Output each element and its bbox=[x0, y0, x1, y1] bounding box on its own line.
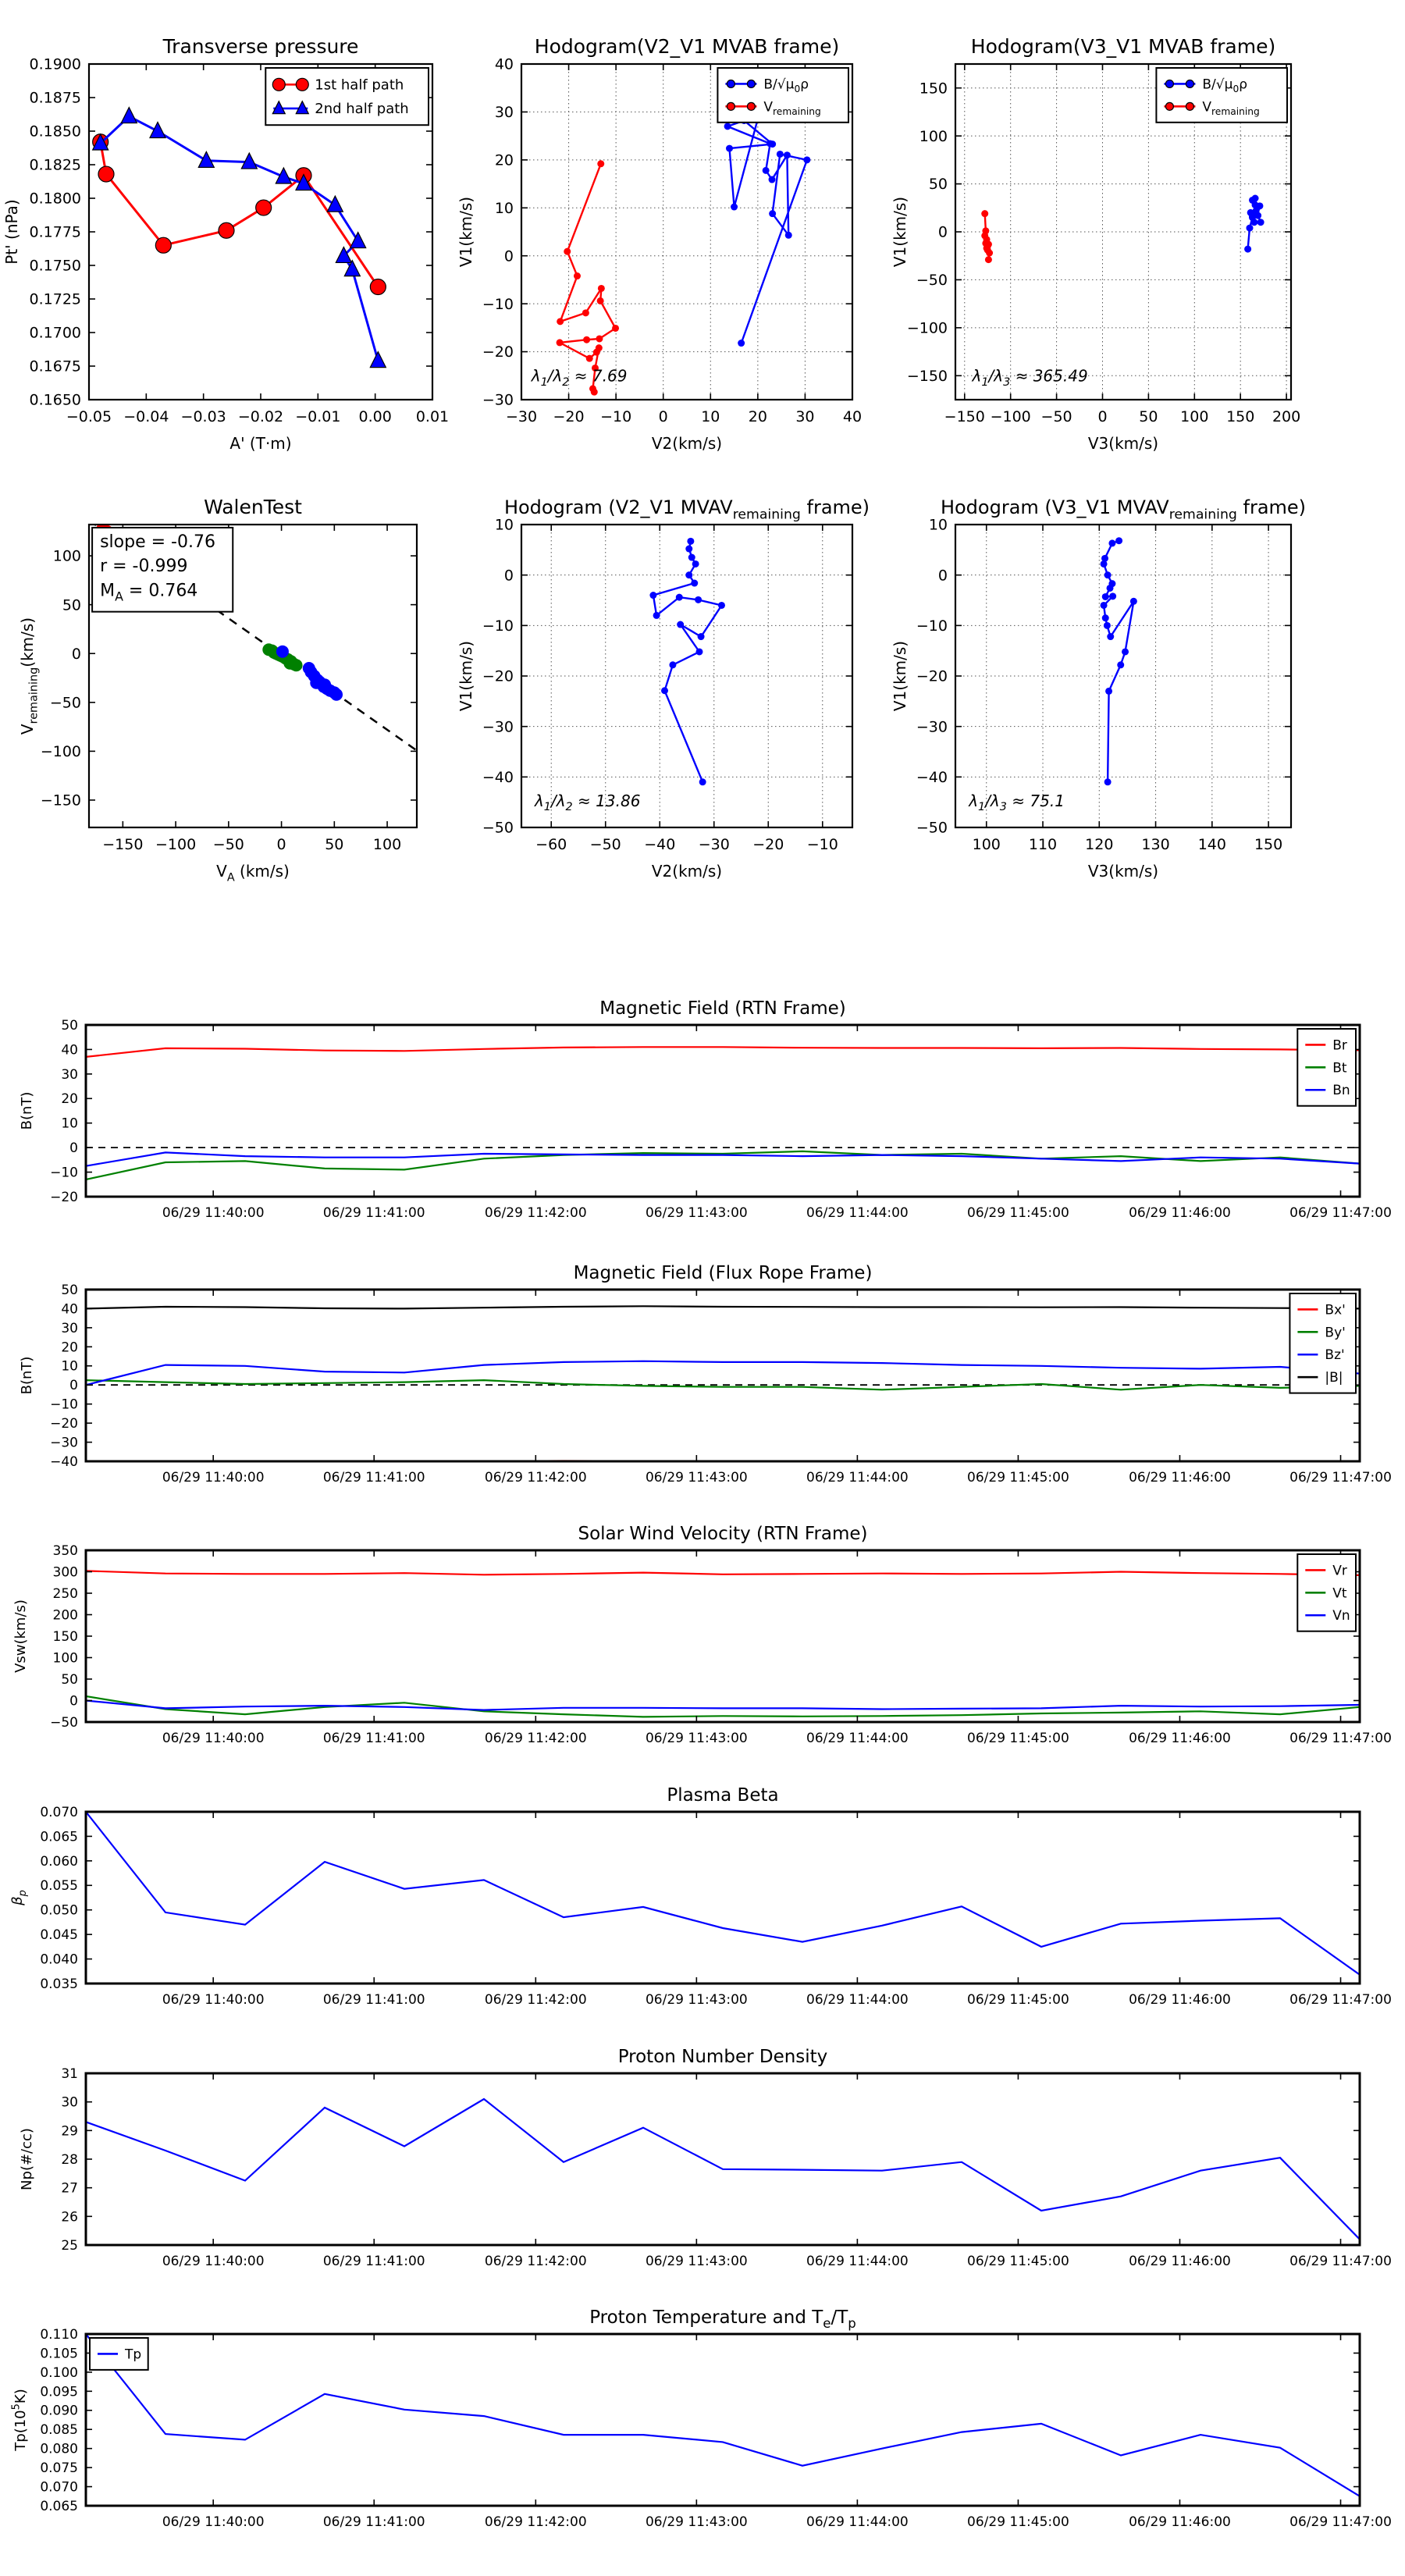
x-tick-label: 110 bbox=[1028, 836, 1058, 853]
x-tick-label: 06/29 11:43:00 bbox=[645, 1205, 748, 1221]
panel-hodogram-v3v1-mvab bbox=[891, 35, 1300, 453]
x-tick-label: 0 bbox=[658, 408, 668, 425]
legend-label: 1st half path bbox=[315, 76, 404, 94]
x-tick-label: 06/29 11:41:00 bbox=[322, 2254, 425, 2269]
y-tick-label: −40 bbox=[50, 1453, 78, 1470]
y-tick-label: −50 bbox=[49, 694, 81, 712]
y-tick-label: 0.110 bbox=[40, 2326, 78, 2343]
y-tick-label: 0 bbox=[69, 1140, 78, 1157]
x-tick-label: 06/29 11:42:00 bbox=[484, 2254, 587, 2269]
y-tick-label: −10 bbox=[482, 617, 514, 635]
x-tick-label: −30 bbox=[698, 836, 730, 853]
annotation: $\lambda_1/\lambda_2 \approx 7.69$ bbox=[531, 366, 628, 389]
x-tick-label: 06/29 11:44:00 bbox=[806, 1470, 909, 1485]
x-tick-label: 06/29 11:40:00 bbox=[162, 1205, 265, 1221]
y-tick-label: −40 bbox=[482, 768, 514, 786]
y-tick-label: −40 bbox=[916, 768, 948, 786]
x-tick-label: −50 bbox=[212, 836, 244, 853]
x-tick-label: 06/29 11:42:00 bbox=[484, 1731, 587, 1746]
legend-label: $B/√\mu_0\rho$ bbox=[763, 76, 809, 94]
x-tick-label: 10 bbox=[701, 408, 720, 425]
legend-label: 2nd half path bbox=[315, 101, 409, 118]
x-tick-label: −0.05 bbox=[66, 408, 112, 425]
y-tick-label: 0 bbox=[937, 223, 948, 241]
chart-title: Magnetic Field (RTN Frame) bbox=[599, 998, 846, 1019]
x-tick-label: 06/29 11:41:00 bbox=[322, 1731, 425, 1746]
x-tick-label: 06/29 11:46:00 bbox=[1129, 1205, 1231, 1221]
x-tick-label: 06/29 11:42:00 bbox=[484, 1470, 587, 1485]
y-tick-label: 100 bbox=[52, 547, 81, 565]
y-tick-label: −10 bbox=[50, 1397, 78, 1413]
y-tick-label: 0.1700 bbox=[29, 324, 81, 342]
x-tick-label: 06/29 11:46:00 bbox=[1129, 1992, 1231, 2008]
x-tick-label: 06/29 11:44:00 bbox=[806, 1205, 909, 1221]
panel-proton-temperature bbox=[10, 2307, 1391, 2530]
y-tick-label: 0.065 bbox=[40, 1829, 78, 1845]
panel-hodogram-v2v1-mvab bbox=[457, 35, 862, 453]
y-tick-label: 0.1800 bbox=[29, 190, 81, 208]
y-tick-label: 31 bbox=[61, 2065, 78, 2082]
y-tick-label: 0.070 bbox=[40, 2479, 78, 2496]
x-tick-label: 06/29 11:46:00 bbox=[1129, 1470, 1231, 1485]
y-tick-label: −30 bbox=[916, 718, 948, 736]
y-tick-label: 10 bbox=[61, 1358, 78, 1375]
chart-title: WalenTest bbox=[204, 496, 302, 518]
legend-label: Tp bbox=[125, 2347, 142, 2363]
legend-label: Br bbox=[1332, 1037, 1347, 1054]
x-tick-label: 06/29 11:46:00 bbox=[1129, 1731, 1231, 1746]
annotation: $\lambda_1/\lambda_2 \approx 13.86$ bbox=[534, 791, 641, 814]
y-tick-label: 0.1675 bbox=[29, 358, 81, 375]
chart-title: Solar Wind Velocity (RTN Frame) bbox=[578, 1524, 868, 1544]
panel-solar-wind-velocity-rtn bbox=[12, 1524, 1392, 1746]
legend-label: Bt bbox=[1332, 1060, 1347, 1076]
y-tick-label: 0.1725 bbox=[29, 290, 81, 308]
x-tick-label: 06/29 11:45:00 bbox=[967, 1205, 1069, 1221]
panel-transverse-pressure bbox=[2, 35, 449, 453]
x-tick-label: 30 bbox=[795, 408, 815, 425]
panel-magnetic-field-rtn bbox=[19, 998, 1392, 1221]
plot-area bbox=[86, 1812, 1360, 1984]
y-tick-label: 0.1825 bbox=[29, 156, 81, 174]
y-tick-label: −150 bbox=[906, 367, 948, 385]
y-tick-label: −50 bbox=[916, 819, 948, 837]
info-box bbox=[92, 528, 233, 612]
y-axis-label: V1(km/s) bbox=[457, 196, 475, 268]
x-tick-label: 06/29 11:43:00 bbox=[645, 1470, 748, 1485]
legend-label: Vr bbox=[1332, 1563, 1347, 1579]
x-tick-label: 06/29 11:45:00 bbox=[967, 1470, 1069, 1485]
x-tick-label: 40 bbox=[842, 408, 863, 425]
y-tick-label: −30 bbox=[50, 1435, 78, 1451]
y-tick-label: 30 bbox=[494, 104, 514, 122]
x-tick-label: 06/29 11:47:00 bbox=[1289, 2254, 1392, 2269]
y-tick-label: 0 bbox=[69, 1693, 78, 1710]
x-tick-label: 06/29 11:47:00 bbox=[1289, 1731, 1392, 1746]
y-tick-label: −20 bbox=[50, 1189, 78, 1205]
x-tick-label: 06/29 11:42:00 bbox=[484, 2514, 587, 2530]
x-tick-label: 06/29 11:45:00 bbox=[967, 1992, 1069, 2008]
legend bbox=[90, 2338, 148, 2370]
x-tick-label: −30 bbox=[505, 408, 538, 425]
info-box-line: slope = -0.76 bbox=[100, 532, 215, 552]
panel-plasma-beta bbox=[9, 1785, 1392, 2008]
x-tick-label: −0.01 bbox=[295, 408, 341, 425]
y-tick-label: 0 bbox=[503, 567, 514, 585]
x-tick-label: 100 bbox=[372, 836, 402, 853]
chart-title: Plasma Beta bbox=[667, 1785, 779, 1806]
x-axis-label: V2(km/s) bbox=[651, 434, 723, 453]
x-tick-label: 06/29 11:47:00 bbox=[1289, 1205, 1392, 1221]
y-tick-label: 40 bbox=[61, 1042, 78, 1059]
y-tick-label: 0 bbox=[71, 645, 81, 663]
panel-hodogram-v2v1-mvav bbox=[457, 496, 870, 881]
y-tick-label: 30 bbox=[61, 1320, 78, 1336]
y-tick-label: −50 bbox=[482, 819, 514, 837]
info-box-line: r = -0.999 bbox=[100, 557, 188, 577]
x-tick-label: 06/29 11:41:00 bbox=[322, 2514, 425, 2530]
x-tick-label: 100 bbox=[972, 836, 1001, 853]
plot-area bbox=[86, 1025, 1360, 1197]
chart-title: Proton Number Density bbox=[617, 2047, 828, 2067]
y-tick-label: 0.085 bbox=[40, 2422, 78, 2439]
x-tick-label: 06/29 11:46:00 bbox=[1129, 2514, 1231, 2530]
y-axis-label: Np(#/cc) bbox=[19, 2128, 35, 2190]
x-tick-label: 100 bbox=[1180, 408, 1209, 425]
plot-area bbox=[86, 1290, 1360, 1461]
x-tick-label: 0.01 bbox=[415, 408, 450, 425]
x-tick-label: −10 bbox=[600, 408, 632, 425]
x-tick-label: 06/29 11:46:00 bbox=[1129, 2254, 1231, 2269]
legend-label: Bz' bbox=[1325, 1347, 1345, 1364]
y-tick-label: −100 bbox=[906, 319, 948, 337]
y-tick-label: −30 bbox=[482, 391, 514, 409]
y-tick-label: 0.080 bbox=[40, 2441, 78, 2457]
y-axis-label: B(nT) bbox=[19, 1356, 35, 1395]
legend-label: By' bbox=[1325, 1325, 1346, 1341]
x-tick-label: −100 bbox=[155, 836, 197, 853]
y-tick-label: 0.040 bbox=[40, 1952, 78, 1968]
y-tick-label: 0.075 bbox=[40, 2460, 78, 2477]
x-tick-label: 06/29 11:47:00 bbox=[1289, 1470, 1392, 1485]
x-axis-label: V2(km/s) bbox=[651, 862, 723, 881]
y-tick-label: 10 bbox=[61, 1115, 78, 1132]
legend bbox=[717, 68, 848, 123]
legend-label: Bn bbox=[1332, 1083, 1350, 1099]
x-tick-label: 06/29 11:40:00 bbox=[162, 1992, 265, 2008]
x-axis-label: A' (T·m) bbox=[229, 434, 292, 453]
chart-title: Transverse pressure bbox=[162, 35, 359, 58]
chart-title: Magnetic Field (Flux Rope Frame) bbox=[573, 1263, 873, 1283]
y-tick-label: 0.050 bbox=[40, 1902, 78, 1919]
y-tick-label: −20 bbox=[50, 1416, 78, 1432]
x-tick-label: −100 bbox=[990, 408, 1031, 425]
y-tick-label: 300 bbox=[52, 1564, 78, 1581]
x-tick-label: −10 bbox=[806, 836, 838, 853]
y-tick-label: −50 bbox=[50, 1714, 78, 1731]
y-tick-label: 10 bbox=[494, 516, 514, 534]
x-tick-label: 06/29 11:41:00 bbox=[322, 1205, 425, 1221]
x-tick-label: 06/29 11:43:00 bbox=[645, 2254, 748, 2269]
x-tick-label: 150 bbox=[1254, 836, 1283, 853]
x-tick-label: 06/29 11:45:00 bbox=[967, 2254, 1069, 2269]
legend bbox=[1297, 1554, 1356, 1631]
x-tick-label: 06/29 11:44:00 bbox=[806, 1731, 909, 1746]
x-tick-label: 06/29 11:40:00 bbox=[162, 1731, 265, 1746]
x-tick-label: 0 bbox=[1097, 408, 1108, 425]
y-tick-label: 200 bbox=[52, 1607, 78, 1624]
x-axis-label: $V_A$ (km/s) bbox=[216, 862, 290, 884]
x-tick-label: 130 bbox=[1141, 836, 1170, 853]
y-tick-label: 0.095 bbox=[40, 2384, 78, 2400]
y-tick-label: 40 bbox=[61, 1301, 78, 1318]
y-tick-label: −20 bbox=[482, 667, 514, 685]
x-axis-label: V3(km/s) bbox=[1087, 862, 1159, 881]
y-tick-label: 0.1875 bbox=[29, 89, 81, 107]
y-tick-label: 20 bbox=[61, 1340, 78, 1356]
legend bbox=[265, 68, 429, 125]
x-tick-label: 06/29 11:42:00 bbox=[484, 1992, 587, 2008]
x-tick-label: 06/29 11:40:00 bbox=[162, 2514, 265, 2530]
y-tick-label: 30 bbox=[61, 1066, 78, 1083]
y-tick-label: 0.090 bbox=[40, 2403, 78, 2419]
y-tick-label: −100 bbox=[40, 743, 81, 761]
y-tick-label: 0 bbox=[503, 247, 514, 265]
legend bbox=[1156, 68, 1287, 123]
chart-title: Hodogram(V3_V1 MVAB frame) bbox=[970, 35, 1276, 58]
chart-title: Hodogram (V2_V1 $MVAV_{remaining}$ frame) bbox=[503, 496, 870, 523]
y-axis-label: V1(km/s) bbox=[891, 640, 909, 712]
y-tick-label: 0.065 bbox=[40, 2498, 78, 2514]
y-tick-label: 10 bbox=[928, 516, 948, 534]
x-tick-label: 50 bbox=[325, 836, 344, 853]
y-tick-label: −20 bbox=[482, 343, 514, 361]
plot-area bbox=[86, 2073, 1360, 2245]
x-tick-label: −20 bbox=[553, 408, 585, 425]
y-axis-label: V1(km/s) bbox=[457, 640, 475, 712]
legend bbox=[1289, 1293, 1356, 1393]
plot-area bbox=[86, 2334, 1360, 2506]
x-tick-label: 06/29 11:44:00 bbox=[806, 2254, 909, 2269]
x-tick-label: 06/29 11:40:00 bbox=[162, 2254, 265, 2269]
x-tick-label: −60 bbox=[535, 836, 567, 853]
x-tick-label: 06/29 11:43:00 bbox=[645, 2514, 748, 2530]
x-tick-label: −20 bbox=[752, 836, 784, 853]
y-tick-label: 50 bbox=[61, 1282, 78, 1298]
x-tick-label: 06/29 11:43:00 bbox=[645, 1992, 748, 2008]
y-tick-label: 0.035 bbox=[40, 1976, 78, 1992]
x-tick-label: −0.03 bbox=[180, 408, 226, 425]
x-tick-label: 06/29 11:45:00 bbox=[967, 1731, 1069, 1746]
y-tick-label: 0.1775 bbox=[29, 223, 81, 241]
y-axis-label: V1(km/s) bbox=[891, 196, 909, 268]
y-tick-label: 29 bbox=[61, 2123, 78, 2140]
y-tick-label: 40 bbox=[494, 55, 514, 73]
panel-magnetic-field-flux-rope bbox=[19, 1263, 1392, 1485]
legend-label: $B/√\mu_0\rho$ bbox=[1202, 76, 1248, 94]
legend-label: Bx' bbox=[1325, 1302, 1346, 1318]
y-tick-label: 28 bbox=[61, 2151, 78, 2168]
x-tick-label: −150 bbox=[102, 836, 144, 853]
y-axis-label: $Tp(10^5K)$ bbox=[10, 2389, 29, 2451]
y-tick-label: 0.1900 bbox=[29, 55, 81, 73]
y-tick-label: 0 bbox=[937, 567, 948, 585]
y-tick-label: 0.055 bbox=[40, 1878, 78, 1895]
y-axis-label: $\beta_p$ bbox=[9, 1890, 29, 1905]
x-tick-label: 06/29 11:42:00 bbox=[484, 1205, 587, 1221]
x-tick-label: 06/29 11:41:00 bbox=[322, 1992, 425, 2008]
x-tick-label: 06/29 11:45:00 bbox=[967, 2514, 1069, 2530]
x-tick-label: −0.04 bbox=[123, 408, 169, 425]
x-tick-label: 0 bbox=[276, 836, 286, 853]
y-tick-label: −20 bbox=[916, 667, 948, 685]
legend-label: |B| bbox=[1325, 1370, 1343, 1386]
y-tick-label: 0.1650 bbox=[29, 391, 81, 409]
legend bbox=[1297, 1029, 1356, 1106]
y-axis-label: B(nT) bbox=[19, 1091, 35, 1130]
panel-walen-test bbox=[18, 496, 417, 884]
x-tick-label: 06/29 11:43:00 bbox=[645, 1731, 748, 1746]
chart-title: Hodogram (V3_V1 $MVAV_{remaining}$ frame) bbox=[940, 496, 1307, 523]
y-tick-label: 150 bbox=[919, 80, 948, 98]
legend-label: Vt bbox=[1332, 1585, 1347, 1602]
y-tick-label: 50 bbox=[61, 1671, 78, 1688]
x-tick-label: 06/29 11:47:00 bbox=[1289, 1992, 1392, 2008]
y-tick-label: 0.060 bbox=[40, 1853, 78, 1870]
y-tick-label: 27 bbox=[61, 2180, 78, 2197]
y-tick-label: 0.1750 bbox=[29, 257, 81, 275]
y-axis-label: Vsw(km/s) bbox=[12, 1599, 29, 1673]
x-axis-label: V3(km/s) bbox=[1087, 434, 1159, 453]
legend-label: $V_{remaining}$ bbox=[1202, 99, 1260, 117]
x-tick-label: −40 bbox=[644, 836, 676, 853]
y-tick-label: 0.1850 bbox=[29, 123, 81, 141]
x-tick-label: 06/29 11:40:00 bbox=[162, 1470, 265, 1485]
y-tick-label: 20 bbox=[494, 151, 514, 169]
y-tick-label: −30 bbox=[482, 718, 514, 736]
y-tick-label: −10 bbox=[916, 617, 948, 635]
y-tick-label: 0.070 bbox=[40, 1804, 78, 1820]
y-tick-label: −150 bbox=[40, 792, 81, 809]
y-tick-label: 30 bbox=[61, 2094, 78, 2111]
y-tick-label: 0 bbox=[69, 1378, 78, 1394]
chart-title: Hodogram(V2_V1 MVAB frame) bbox=[534, 35, 840, 58]
x-tick-label: 06/29 11:41:00 bbox=[322, 1470, 425, 1485]
y-tick-label: 50 bbox=[61, 1017, 78, 1034]
x-tick-label: 150 bbox=[1226, 408, 1255, 425]
y-tick-label: 50 bbox=[928, 176, 948, 194]
x-tick-label: 50 bbox=[1139, 408, 1158, 425]
chart-title: Proton Temperature and $T_e/T_p$ bbox=[589, 2307, 856, 2332]
x-tick-label: 20 bbox=[748, 408, 767, 425]
y-tick-label: 25 bbox=[61, 2237, 78, 2254]
y-tick-label: 250 bbox=[52, 1585, 78, 1602]
y-tick-label: 350 bbox=[52, 1542, 78, 1559]
x-tick-label: −150 bbox=[944, 408, 985, 425]
y-tick-label: 26 bbox=[61, 2209, 78, 2226]
y-tick-label: 100 bbox=[52, 1650, 78, 1667]
x-tick-label: 06/29 11:44:00 bbox=[806, 2514, 909, 2530]
x-tick-label: −50 bbox=[589, 836, 621, 853]
y-tick-label: 0.100 bbox=[40, 2364, 78, 2381]
annotation: $\lambda_1/\lambda_3 \approx 365.49$ bbox=[972, 366, 1088, 389]
x-tick-label: 120 bbox=[1085, 836, 1114, 853]
panel-proton-number-density bbox=[19, 2047, 1392, 2269]
y-tick-label: 100 bbox=[919, 127, 948, 145]
y-tick-label: 0.105 bbox=[40, 2346, 78, 2362]
y-axis-label: $V_{remaining}(km/s)$ bbox=[18, 617, 41, 735]
y-tick-label: 20 bbox=[61, 1091, 78, 1108]
legend-label: $V_{remaining}$ bbox=[763, 99, 821, 117]
x-tick-label: 0.00 bbox=[358, 408, 392, 425]
x-tick-label: 06/29 11:47:00 bbox=[1289, 2514, 1392, 2530]
y-axis-label: Pt' (nPa) bbox=[2, 199, 21, 265]
y-tick-label: −10 bbox=[482, 295, 514, 313]
x-tick-label: 06/29 11:44:00 bbox=[806, 1992, 909, 2008]
x-tick-label: −50 bbox=[1040, 408, 1072, 425]
y-tick-label: 10 bbox=[494, 199, 514, 217]
info-box-line: $M_A = 0.764$ bbox=[100, 581, 198, 604]
x-tick-label: 140 bbox=[1197, 836, 1226, 853]
x-tick-label: 200 bbox=[1272, 408, 1301, 425]
x-tick-label: −0.02 bbox=[237, 408, 284, 425]
plot-area bbox=[86, 1550, 1360, 1722]
y-tick-label: 150 bbox=[52, 1628, 78, 1645]
y-tick-label: −50 bbox=[916, 272, 948, 290]
legend-label: Vn bbox=[1332, 1608, 1350, 1624]
y-tick-label: 0.045 bbox=[40, 1927, 78, 1944]
y-tick-label: 50 bbox=[62, 596, 81, 614]
annotation: $\lambda_1/\lambda_3 \approx 75.1$ bbox=[969, 791, 1065, 814]
y-tick-label: −10 bbox=[50, 1165, 78, 1181]
panel-hodogram-v3v1-mvav bbox=[891, 496, 1306, 881]
